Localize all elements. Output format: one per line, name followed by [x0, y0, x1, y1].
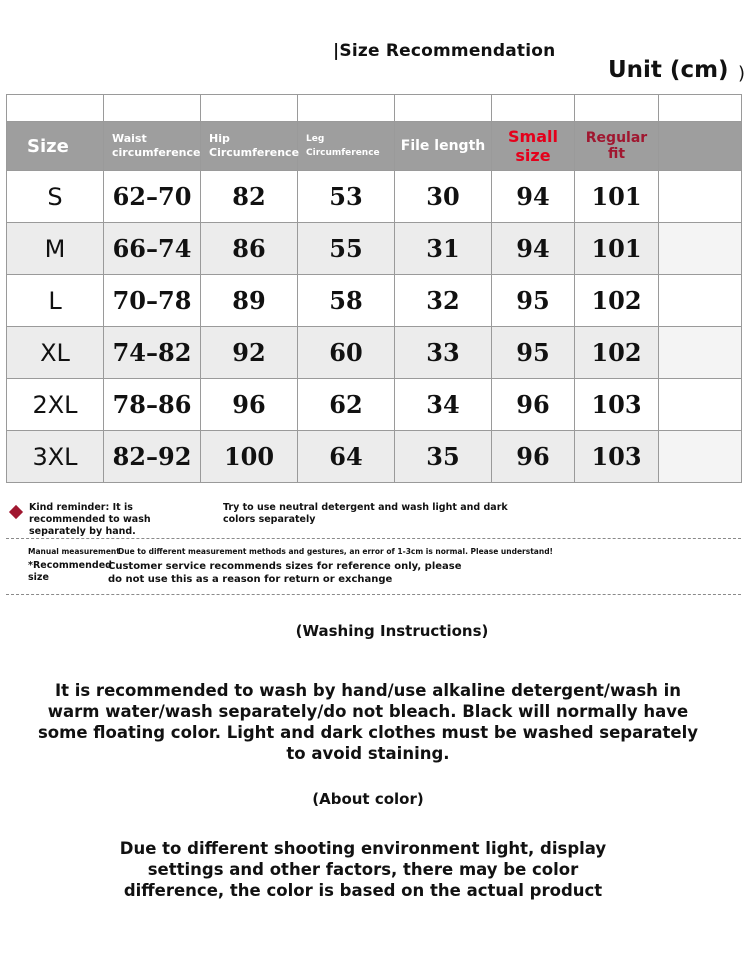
cell-size: XL	[7, 327, 104, 379]
cell-small-size: 96	[492, 379, 575, 431]
cell-size: 2XL	[7, 379, 104, 431]
cell-waist: 78–86	[104, 379, 201, 431]
recommended-size-label: *Recommended size	[28, 560, 112, 583]
color-heading: (About color)	[312, 790, 424, 808]
cell-empty	[659, 223, 742, 275]
cell-regular-fit: 103	[575, 431, 659, 483]
cell-hip: 96	[201, 379, 298, 431]
cell-empty	[659, 327, 742, 379]
cell-regular-fit: 101	[575, 223, 659, 275]
unit-label: Unit (cm)	[608, 57, 729, 83]
header-empty	[659, 122, 742, 171]
color-text: Due to different shooting environment light, display settings and other factors, there may be color difference, the color is based on the actual product	[119, 839, 607, 900]
cell-small-size: 96	[492, 431, 575, 483]
cell-small-size: 95	[492, 327, 575, 379]
diamond-icon	[9, 505, 23, 519]
cell-leg: 55	[298, 223, 395, 275]
size-table	[6, 94, 742, 483]
page-title: |Size Recommendation	[333, 41, 556, 61]
cell-leg: 53	[298, 171, 395, 223]
cell-small-size: 95	[492, 275, 575, 327]
cell-leg: 64	[298, 431, 395, 483]
cell-waist: 74–82	[104, 327, 201, 379]
header-hip: Hip Circumference	[201, 122, 298, 171]
cell-small-size: 94	[492, 223, 575, 275]
washing-text: It is recommended to wash by hand/use alkaline detergent/wash in warm water/wash separately/do not bleach. Black will normally have some floating color. Light and dark clothes must be washed separately to avoid staining.	[37, 681, 699, 763]
cell-file-length: 31	[395, 223, 492, 275]
cell-waist: 66–74	[104, 223, 201, 275]
table-row	[7, 171, 742, 223]
cell-file-length: 33	[395, 327, 492, 379]
cell-waist: 82–92	[104, 431, 201, 483]
header-size: Size	[7, 122, 104, 171]
cell-leg: 60	[298, 327, 395, 379]
cell-empty	[659, 275, 742, 327]
cell-regular-fit: 103	[575, 379, 659, 431]
manual-measurement-label: Manual measurement	[28, 547, 120, 556]
reminder-left-text: Kind reminder: It is recommended to wash separately by hand.	[29, 502, 151, 537]
cell-size: M	[7, 223, 104, 275]
cell-leg: 62	[298, 379, 395, 431]
dashed-divider	[6, 538, 741, 539]
cell-hip: 82	[201, 171, 298, 223]
cell-size: S	[7, 171, 104, 223]
cell-hip: 89	[201, 275, 298, 327]
cell-leg: 58	[298, 275, 395, 327]
cell-size: L	[7, 275, 104, 327]
unit-paren: )	[738, 63, 746, 84]
cell-empty	[659, 171, 742, 223]
cell-small-size: 94	[492, 171, 575, 223]
cell-size: 3XL	[7, 431, 104, 483]
cell-hip: 86	[201, 223, 298, 275]
header-leg: Leg Circumference	[298, 122, 395, 171]
cell-waist: 62–70	[104, 171, 201, 223]
cell-empty	[659, 379, 742, 431]
header-regular-fit: Regular fit	[575, 122, 659, 171]
header-waist: Waist circumference	[104, 122, 201, 171]
table-row	[7, 379, 742, 431]
cell-regular-fit: 101	[575, 171, 659, 223]
table-spacer-row	[7, 95, 742, 122]
table-row	[7, 431, 742, 483]
cell-file-length: 35	[395, 431, 492, 483]
header-file-length: File length	[395, 122, 492, 171]
cell-regular-fit: 102	[575, 327, 659, 379]
cell-file-length: 30	[395, 171, 492, 223]
cell-hip: 92	[201, 327, 298, 379]
cell-regular-fit: 102	[575, 275, 659, 327]
cell-hip: 100	[201, 431, 298, 483]
recommended-size-text: Customer service recommends sizes for reference only, please do not use this as a reason for return or exchange	[108, 561, 462, 585]
cell-file-length: 32	[395, 275, 492, 327]
cell-file-length: 34	[395, 379, 492, 431]
table-row	[7, 327, 742, 379]
manual-measurement-text: Due to different measurement methods and gestures, an error of 1-3cm is normal. Please understand!	[118, 547, 553, 556]
header-small-size: Small size	[492, 122, 575, 171]
dashed-divider	[6, 594, 741, 595]
cell-empty	[659, 431, 742, 483]
table-header-row	[7, 122, 742, 171]
table-row	[7, 275, 742, 327]
washing-heading: (Washing Instructions)	[295, 622, 489, 640]
table-row	[7, 223, 742, 275]
cell-waist: 70–78	[104, 275, 201, 327]
reminder-right-text: Try to use neutral detergent and wash light and dark colors separately	[223, 502, 508, 525]
